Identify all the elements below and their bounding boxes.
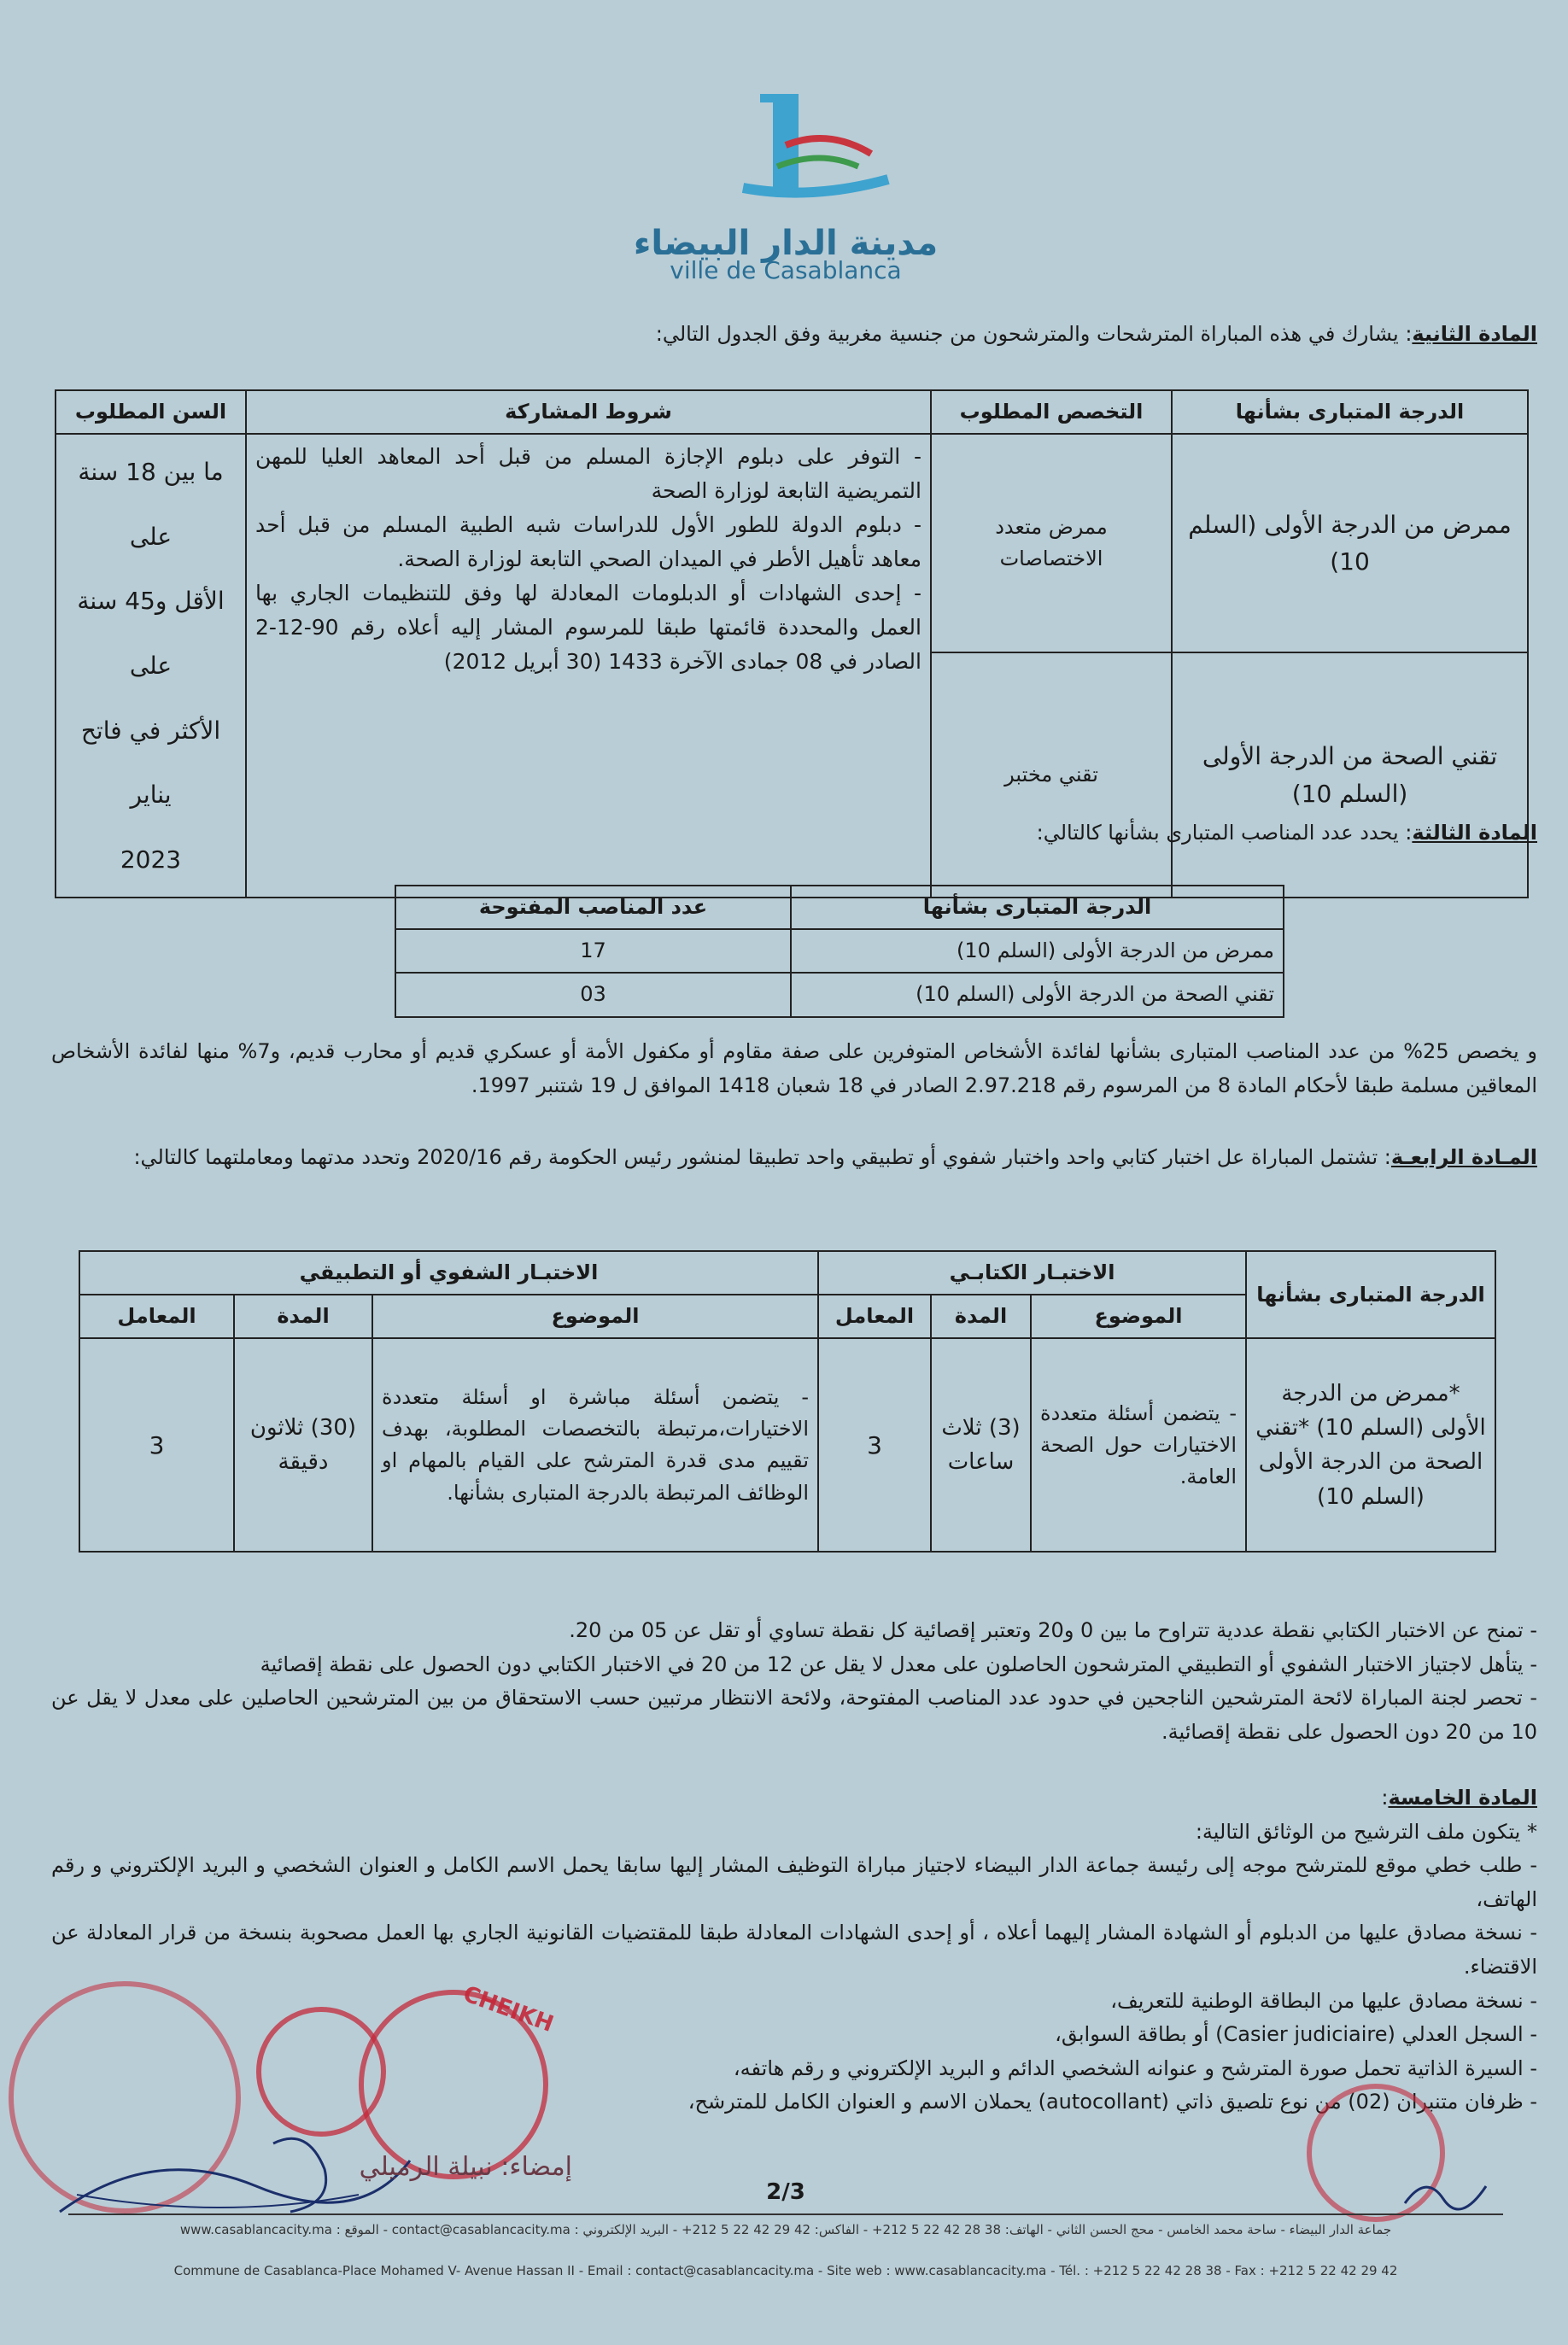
written-subject-header: الموضوع: [1031, 1295, 1246, 1338]
row2-specialty: تقني مختبر: [931, 652, 1172, 898]
age-line: الأقل و45 سنة على: [77, 587, 225, 680]
row1-specialty: ممرض متعدد الاختصاصات: [931, 434, 1172, 652]
exams-header-written: الاختبـار الكتابـي: [818, 1251, 1246, 1295]
exam-note: - يتأهل لاجتياز الاختبار الشفوي أو التطبيقي المترشحون الحاصلون على معدل لا يقل عن 12 من 20 في الاختبار الكتابي دون الحصول على نقطة إقصائية: [260, 1652, 1537, 1676]
quota-note: و يخصص 25% من عدد المناصب المتبارى بشأنها لفائدة الأشخاص المتوفرين على صفة مقاوم أو مكفول الأمة أو عسكري قديم أو محارب قديم، و7% منها لفائدة الأشخاص المعاقين مسلمة طبقا لأحكام المادة 8 من المرسوم رقم 2.97.218 الصادر في 18 شعبان 1418 الموافق ل 19 شتنبر 1997.: [51, 1039, 1537, 1097]
age-line: 2023: [120, 845, 182, 874]
article3-text: : يحدد عدد المناصب المتبارى بشأنها كالتالي:: [1036, 821, 1413, 845]
oral-duration-header: المدة: [234, 1295, 372, 1338]
document-item: - نسخة مصادق عليها من الدبلوم أو الشهادة المشار إليهما أعلاه ، أو إحدى الشهادات المعادلة طبقا للمقتضيات القانونية الجاري بها العمل مصحوبة بنسخة من قرار المعادلة عن الاقتضاء.: [51, 1921, 1537, 1979]
positions-grade: تقني الصحة من الدرجة الأولى (السلم 10): [791, 973, 1284, 1016]
article2-text: : يشارك في هذه المباراة المترشحات والمترشحون من جنسية مغربية وفق الجدول التالي:: [655, 322, 1413, 346]
exam-note: - تمنح عن الاختبار الكتابي نقطة عددية تتراوح ما بين 0 و20 وتعتبر إقصائية كل نقطة تساوي أو تقل عن 05 من 20.: [569, 1618, 1537, 1642]
table-row: [395, 973, 1284, 1016]
document-item: - طلب خطي موقع للمترشح موجه إلى رئيسة جماعة الدار البيضاء لاجتياز مباراة التوظيف المشار إليها سابقا يحمل الاسم الكامل و العنوان الشخصي و البريد الإلكتروني و رقم الهاتف،: [51, 1853, 1537, 1911]
oral-coef-header: المعامل: [79, 1295, 234, 1338]
article3-paragraph: [51, 816, 1537, 851]
table-row: [395, 929, 1284, 973]
positions-table: [395, 885, 1284, 1018]
written-duration-header: المدة: [931, 1295, 1031, 1338]
footer-french: Commune de Casablanca-Place Mohamed V- Avenue Hassan II - Email : contact@casablancacity.ma - Site web : www.casablancacity.ma - Tél. : +212 5 22 42 28 38 - Fax : +212 5 22 42 29 42: [173, 2263, 1398, 2278]
written-coef-header: المعامل: [818, 1295, 931, 1338]
footer-arabic: جماعة الدار البيضاء - ساحة محمد الخامس - محج الحسن الثاني - الهاتف: 38 28 42 22 5 212+ - الفاكس: 42 29 42 22 5 212+ - البريد الإلكتروني : contact@casablancacity.ma - الموقع : www.casablancacity.ma: [179, 2222, 1392, 2237]
age-line: الأكثر في فاتح يناير: [80, 716, 221, 810]
document-item: - ظرفان متنبران (02) من نوع تلصيق ذاتي (autocollant) يحملان الاسم و العنوان الكامل للمترشح،: [687, 2090, 1537, 2114]
document-item: - السيرة الذاتية تحمل صورة المترشح و عنوانه الشخصي الدائم و البريد الإلكتروني و رقم هاتفه،: [733, 2056, 1537, 2080]
article5-intro: * يتكون ملف الترشيح من الوثائق التالية:: [1195, 1819, 1537, 1844]
age-line: ما بين 18 سنة على: [78, 458, 224, 551]
oral-duration: (30) ثلاثون دقيقة: [234, 1338, 372, 1552]
positions-grade: ممرض من الدرجة الأولى (السلم 10): [791, 929, 1284, 973]
written-coef: 3: [818, 1338, 931, 1552]
page-number: 2/3: [766, 2179, 805, 2205]
row2-grade: تقني الصحة من الدرجة الأولى (السلم 10): [1172, 652, 1528, 898]
header-grade: الدرجة المتبارى بشأنها: [1172, 390, 1528, 434]
footer-divider: [68, 2213, 1503, 2215]
positions-count: 17: [395, 929, 791, 973]
written-duration: (3) ثلاث ساعات: [931, 1338, 1031, 1552]
article4-paragraph: [51, 1141, 1537, 1175]
right-signature-icon: [1401, 2169, 1503, 2220]
header-age: السن المطلوب: [56, 390, 246, 434]
article5-paragraph: المادة الخامسة: * يتكون ملف الترشيح من الوثائق التالية: - طلب خطي موقع للمترشح موجه إلى رئيسة جماعة الدار البيضاء لاجتياز مباراة التوظيف المشار إليها سابقا يحمل الاسم الكامل و العنوان الشخصي و البريد الإلكتروني و رقم الهاتف، - نسخة مصادق عليها من الدبلوم أو الشهادة المشار إليهما أعلاه ، أو إحدى الشهادات المعادلة طبقا للمقتضيات القانونية الجاري بها العمل مصحوبة بنسخة من قرار المعادلة عن الاقتضاء. - نسخة مصادق عليها من البطاقة الوطنية للتعريف، - السجل العدلي (Casier judiciaire) أو بطاقة السوابق، - السيرة الذاتية تحمل صورة المترشح و عنوانه الشخصي الدائم و البريد الإلكتروني و رقم هاتفه، - ظرفان متنبران (02) من نوع تلصيق ذاتي (autocollant) يحملان الاسم و العنوان الكامل للمترشح،: [51, 1781, 1537, 2120]
article5-label: المادة الخامسة: [1388, 1786, 1537, 1810]
condition-item: - إحدى الشهادات أو الدبلومات المعادلة لها وفق للتنظيمات الجاري بها العمل والمحددة قائمتها طبقا للمرسوم المشار إليه أعلاه رقم 90-12-2 الصادر في 08 جمادى الآخرة 1433 (30 أبريل 2012): [255, 581, 921, 675]
exam-notes: [51, 1614, 1537, 1749]
exams-grades: *ممرض من الدرجة الأولى (السلم 10) *تقني الصحة من الدرجة الأولى (السلم 10): [1246, 1338, 1495, 1552]
document-item: - نسخة مصادق عليها من البطاقة الوطنية للتعريف،: [1110, 1988, 1537, 2013]
exams-header-grade: الدرجة المتبارى بشأنها: [1246, 1251, 1495, 1338]
positions-header-grade: الدرجة المتبارى بشأنها: [791, 886, 1284, 929]
oral-coef: 3: [79, 1338, 234, 1552]
exams-table: [79, 1250, 1496, 1553]
casablanca-logo-icon: [726, 85, 897, 213]
article2-label: المادة الثانية: [1412, 322, 1537, 346]
written-subject: - يتضمن أسئلة متعددة الاختيارات حول الصحة العامة.: [1031, 1338, 1246, 1552]
header-specialty: التخصص المطلوب: [931, 390, 1172, 434]
article4-text: : تشتمل المباراة عل اختبار كتابي واحد واختبار شفوي أو تطبيقي واحد تطبيقا لمنشور رئيس الحكومة رقم 2020/16 وتحدد مدتهما ومعاملتهما كالتالي:: [133, 1145, 1391, 1169]
condition-item: - دبلوم الدولة للطور الأول للدراسات شبه الطبية المسلم من قبل أحد معاهد تأهيل الأطر في الميدان الصحي التابعة لوزارة الصحة.: [255, 512, 921, 572]
article4-label: المـادة الرابعـة: [1390, 1145, 1537, 1169]
stamp-text-cheikh: CHEIKH: [459, 1981, 557, 2038]
article3-label: المادة الثالثة: [1412, 821, 1537, 845]
signature-label: إمضاء: نبيلة الرميلي: [359, 2152, 572, 2182]
exam-note: - تحصر لجنة المباراة لائحة المترشحين الناجحين في حدود عدد المناصب المفتوحة، ولائحة الانتظار مرتبين حسب الاستحقاق من بين المترشحين الحاصلين على معدل لا يقل عن 10 من 20 دون الحصول على نقطة إقصائية.: [51, 1686, 1537, 1744]
oral-subject-header: الموضوع: [372, 1295, 818, 1338]
header-conditions: شروط المشاركة: [246, 390, 931, 434]
condition-item: - التوفر على دبلوم الإجازة المسلم من قبل أحد المعاهد العليا للمهن التمريضية التابعة لوزارة الصحة: [255, 444, 921, 504]
positions-count: 03: [395, 973, 791, 1016]
document-item: - السجل العدلي (Casier judiciaire) أو بطاقة السوابق،: [1055, 2022, 1537, 2047]
logo-title-fr: ville de Casablanca: [670, 256, 902, 284]
article2-paragraph: [51, 318, 1537, 352]
row1-grade: ممرض من الدرجة الأولى (السلم 10): [1172, 434, 1528, 652]
logo-title-ar: مدينة الدار البيضاء: [633, 224, 939, 263]
oral-subject: - يتضمن أسئلة مباشرة او أسئلة متعددة الاختيارات،مرتبطة بالتخصصات المطلوبة، بهدف تقييم مدى قدرة المترشح على القيام بالمهام او الوظائف المرتبطة بالدرجة المتبارى بشأنها.: [372, 1338, 818, 1552]
exams-header-oral: الاختبـار الشفوي أو التطبيقي: [79, 1251, 818, 1295]
positions-header-count: عدد المناصب المفتوحة: [395, 886, 791, 929]
